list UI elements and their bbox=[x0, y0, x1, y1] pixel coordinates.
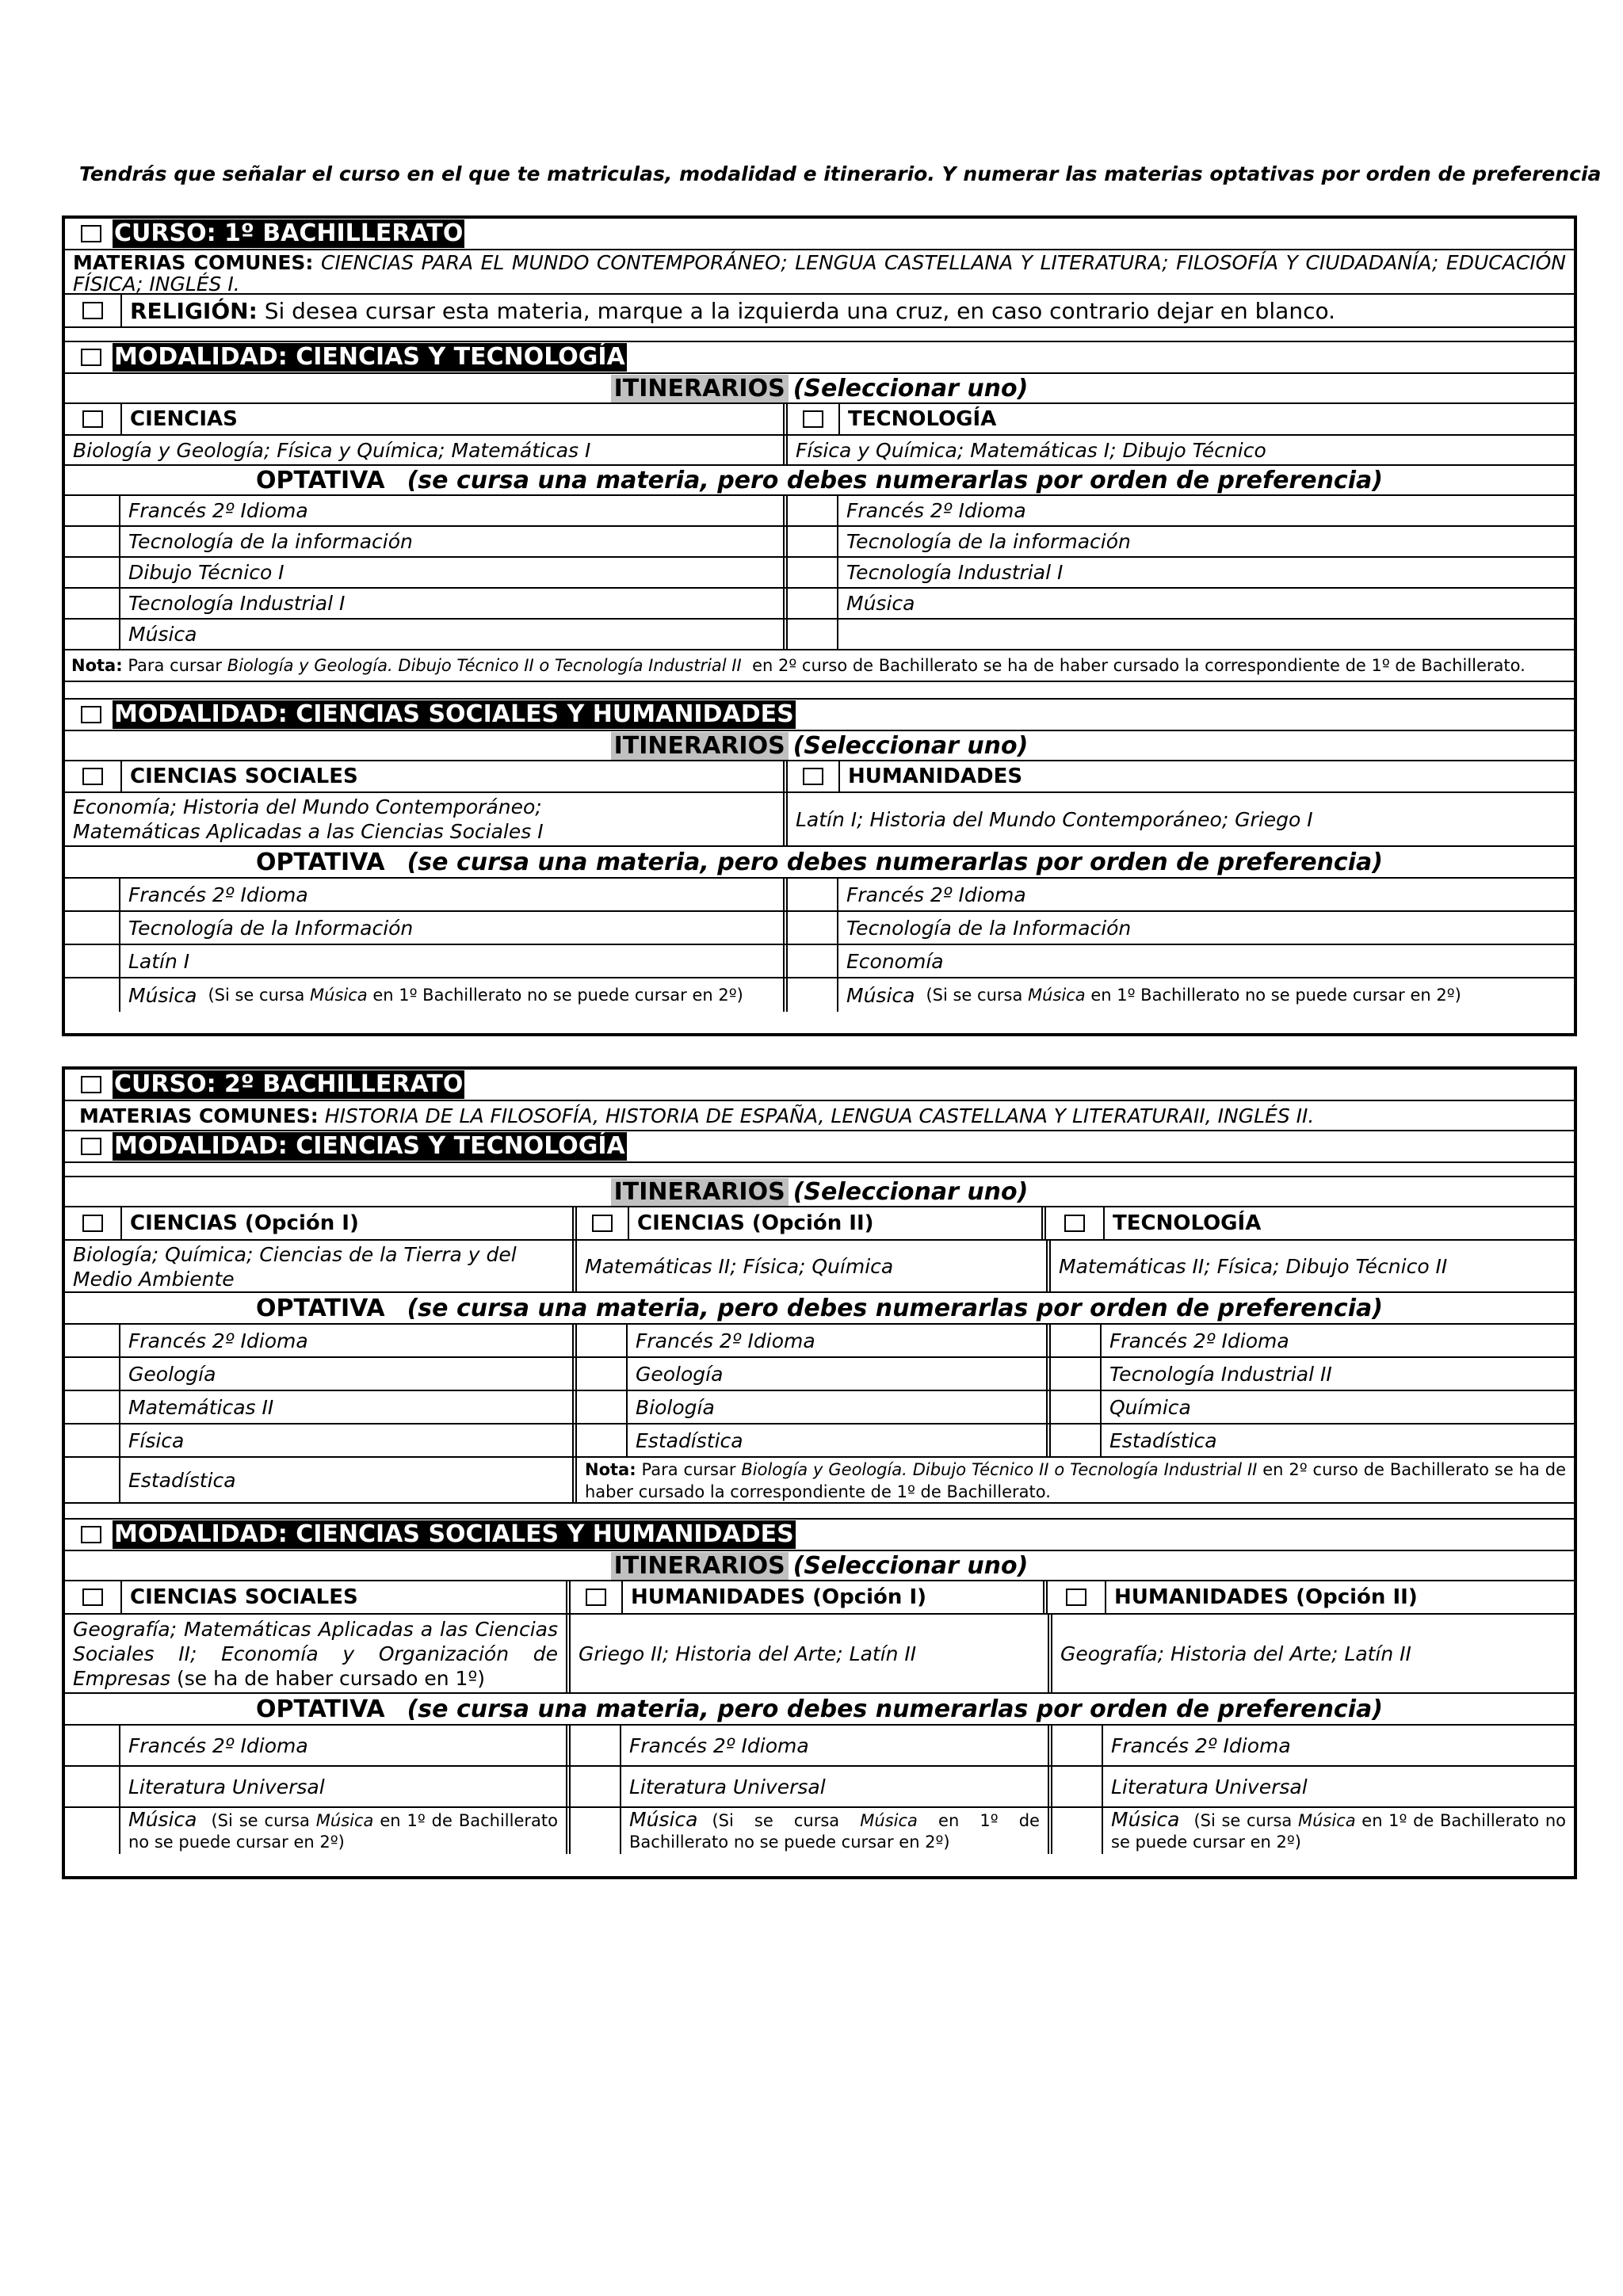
ciencias-checkbox[interactable] bbox=[82, 410, 103, 428]
itinerarios-select-note: (Seleccionar uno) bbox=[792, 374, 1029, 402]
preference-number-cell[interactable] bbox=[783, 978, 837, 1012]
optativa-option bbox=[119, 1425, 572, 1456]
humanidades-opcion1-subjects: Griego II; Historia del Arte; Latín II bbox=[566, 1615, 1048, 1692]
optativa-option bbox=[119, 1458, 572, 1502]
musica-note-b: Música bbox=[1297, 1811, 1356, 1830]
optativa-row bbox=[65, 912, 1574, 945]
optativa-option bbox=[626, 1425, 1046, 1456]
preference-number-cell[interactable] bbox=[65, 978, 119, 1012]
nota-label: Nota: bbox=[585, 1460, 636, 1479]
itinerarios-label: ITINERARIOS bbox=[611, 1552, 789, 1580]
itinerarios-select-note: (Seleccionar uno) bbox=[792, 1177, 1029, 1206]
c2-mod1-header-row bbox=[65, 1131, 1574, 1163]
preference-number-cell[interactable] bbox=[65, 1767, 119, 1806]
optativa-row bbox=[65, 1767, 1574, 1808]
preference-number-cell[interactable] bbox=[1046, 1391, 1100, 1423]
optativa-option-label: Latín I bbox=[128, 949, 190, 973]
optativa-option-label: Francés 2º Idioma bbox=[128, 1733, 308, 1757]
optativa-note: (se cursa una materia, pero debes numerarlas por orden de preferencia) bbox=[407, 848, 1383, 876]
ciencias-sociales-subjects-line1: Economía; Historia del Mundo Contemporáneo; bbox=[73, 795, 542, 818]
tecnologia2-checkbox[interactable] bbox=[1064, 1215, 1085, 1232]
optativa-row bbox=[65, 620, 1574, 650]
ciencias-opcion1-subjects-line1: Biología; Química; Ciencias de la Tierra y del bbox=[73, 1243, 517, 1266]
preference-number-cell[interactable] bbox=[65, 527, 119, 556]
optativa-option-label: Música bbox=[128, 1808, 197, 1831]
optativa-row bbox=[65, 1425, 1574, 1458]
preference-number-cell[interactable] bbox=[65, 945, 119, 977]
preference-number-cell[interactable] bbox=[566, 1808, 620, 1854]
itinerarios-select-note: (Seleccionar uno) bbox=[792, 731, 1029, 760]
optativa-option bbox=[119, 945, 783, 977]
optativa-row bbox=[65, 1325, 1574, 1358]
curso1-title: CURSO: 1º BACHILLERATO bbox=[114, 219, 464, 247]
optativa-option bbox=[1100, 1425, 1574, 1456]
optativa-option-label: Geología bbox=[636, 1362, 724, 1386]
itinerarios-label: ITINERARIOS bbox=[611, 1178, 789, 1206]
preference-number-cell[interactable] bbox=[65, 558, 119, 587]
optativa-option bbox=[620, 1726, 1048, 1765]
optativa-option bbox=[119, 1726, 566, 1765]
optativa-row bbox=[65, 1458, 1574, 1504]
optativa-row bbox=[65, 589, 1574, 620]
optativa-row bbox=[65, 1391, 1574, 1425]
preference-number-cell[interactable] bbox=[1046, 1425, 1100, 1456]
preference-number-cell[interactable] bbox=[783, 558, 837, 587]
optativa-option-label: Música bbox=[128, 623, 197, 646]
optativa-option bbox=[1102, 1726, 1574, 1765]
curso1-frame bbox=[62, 215, 1577, 1036]
optativa-option bbox=[620, 1808, 1048, 1854]
c2-nota-cell bbox=[572, 1458, 1574, 1502]
ciencias-sociales2-subjects: Geografía; Matemáticas Aplicadas a las Ciencias Sociales II; Economía y Organización de Empresas bbox=[73, 1618, 558, 1690]
optativa-option-label: Francés 2º Idioma bbox=[128, 1329, 308, 1352]
tecnologia-checkbox[interactable] bbox=[803, 410, 823, 428]
musica-note-b: Música bbox=[315, 1811, 374, 1830]
musica-note-c: en 1º de Bachillerato no se puede cursar en 2º) bbox=[629, 1811, 1040, 1852]
optativa-label: OPTATIVA bbox=[256, 1695, 385, 1723]
c2-mod2-subjects-row bbox=[65, 1615, 1574, 1694]
ciencias-sociales2-subjects-note: (se ha de haber cursado en 1º) bbox=[177, 1667, 485, 1690]
preference-number-cell[interactable] bbox=[783, 620, 837, 649]
preference-number-cell[interactable] bbox=[1048, 1726, 1102, 1765]
preference-number-cell[interactable] bbox=[65, 1358, 119, 1390]
optativa-option bbox=[119, 912, 783, 944]
optativa-option bbox=[837, 527, 1574, 556]
ciencias-subjects: Biología y Geología; Física y Química; Matemáticas I bbox=[73, 438, 591, 462]
optativa-note: (se cursa una materia, pero debes numerarlas por orden de preferencia) bbox=[407, 1695, 1383, 1723]
optativa-option-label: Francés 2º Idioma bbox=[636, 1329, 815, 1352]
optativa-option-label: Tecnología de la Información bbox=[846, 916, 1132, 940]
musica-note-a: (Si se cursa bbox=[211, 1811, 310, 1830]
optativa-option bbox=[1100, 1358, 1574, 1390]
optativa-option-label: Literatura Universal bbox=[629, 1775, 826, 1798]
optativa-option bbox=[837, 912, 1574, 944]
optativa-option-label: Francés 2º Idioma bbox=[846, 499, 1026, 522]
humanidades-opcion2-title: HUMANIDADES (Opción II) bbox=[1105, 1581, 1574, 1613]
preference-number-cell[interactable] bbox=[1048, 1808, 1102, 1854]
optativa-option-label: Francés 2º Idioma bbox=[1111, 1733, 1291, 1757]
spacer bbox=[65, 682, 1574, 700]
preference-number-cell[interactable] bbox=[783, 879, 837, 910]
optativa-option-label: Tecnología de la Información bbox=[128, 916, 414, 940]
ciencias-sociales2-checkbox[interactable] bbox=[82, 1589, 103, 1606]
ciencias-opcion1-checkbox[interactable] bbox=[82, 1215, 103, 1232]
optativa-option bbox=[119, 1808, 566, 1854]
optativa-option-label: Tecnología de la información bbox=[846, 530, 1131, 553]
optativa-row bbox=[65, 1358, 1574, 1391]
ciencias-opcion1-title: CIENCIAS (Opción I) bbox=[120, 1207, 572, 1239]
preference-number-cell[interactable] bbox=[572, 1325, 626, 1356]
preference-number-cell[interactable] bbox=[572, 1358, 626, 1390]
musica-note-a: (Si se cursa bbox=[926, 986, 1023, 1005]
c2-mod1-title: MODALIDAD: CIENCIAS Y TECNOLOGÍA bbox=[114, 1132, 625, 1160]
optativa-option bbox=[119, 1767, 566, 1806]
preference-number-cell[interactable] bbox=[1048, 1767, 1102, 1806]
c1-mod2-checkbox[interactable] bbox=[81, 706, 101, 723]
preference-number-cell[interactable] bbox=[65, 1458, 119, 1502]
c2-mod2-itin-row bbox=[65, 1551, 1574, 1581]
curso2-comunes-row bbox=[65, 1101, 1574, 1131]
curso2-header-row bbox=[65, 1070, 1574, 1101]
optativa-option-label: Economía bbox=[846, 949, 944, 973]
optativa-option bbox=[119, 879, 783, 910]
optativa-option-label: Francés 2º Idioma bbox=[128, 499, 308, 522]
optativa-option bbox=[119, 1358, 572, 1390]
nota-text-a: Para cursar bbox=[641, 1460, 736, 1479]
ciencias-title: CIENCIAS bbox=[120, 404, 783, 434]
optativa-row bbox=[65, 1808, 1574, 1854]
preference-number-cell[interactable] bbox=[65, 879, 119, 910]
optativa-option-label: Estadística bbox=[636, 1428, 743, 1452]
curso1-religion-row bbox=[65, 295, 1574, 328]
optativa-option bbox=[1102, 1808, 1574, 1854]
optativa-option-label: Francés 2º Idioma bbox=[846, 883, 1026, 906]
musica-note-a: (Si se cursa bbox=[208, 986, 305, 1005]
preference-number-cell[interactable] bbox=[572, 1425, 626, 1456]
humanidades-checkbox[interactable] bbox=[803, 768, 823, 785]
spacer bbox=[65, 1163, 1574, 1177]
optativa-option bbox=[837, 589, 1574, 618]
itinerarios-label: ITINERARIOS bbox=[611, 732, 789, 760]
optativa-option-label: Dibujo Técnico I bbox=[128, 561, 285, 584]
humanidades-subjects: Latín I; Historia del Mundo Contemporáneo; Griego I bbox=[783, 793, 1574, 845]
optativa-option bbox=[119, 978, 783, 1012]
optativa-option bbox=[837, 620, 1574, 649]
preference-number-cell[interactable] bbox=[65, 912, 119, 944]
optativa-option-label: Tecnología de la información bbox=[128, 530, 413, 553]
preference-number-cell[interactable] bbox=[65, 1425, 119, 1456]
optativa-option-label: Música bbox=[846, 983, 915, 1007]
preference-number-cell[interactable] bbox=[783, 589, 837, 618]
nota-text-c: en 2º curso de Bachillerato se ha de haber cursado la correspondiente de 1º de Bachillerato. bbox=[585, 1460, 1566, 1501]
optativa-row bbox=[65, 527, 1574, 558]
c2-mod1-itin-row bbox=[65, 1177, 1574, 1207]
musica-note-c: en 1º de Bachillerato no se puede cursar en 2º) bbox=[1111, 1811, 1566, 1852]
musica-note bbox=[926, 986, 1461, 1005]
preference-number-cell[interactable] bbox=[783, 496, 837, 525]
optativa-label: OPTATIVA bbox=[256, 848, 385, 876]
curso2-checkbox[interactable] bbox=[81, 1076, 101, 1093]
optativa-note: (se cursa una materia, pero debes numerarlas por orden de preferencia) bbox=[407, 1294, 1383, 1322]
optativa-option-label: Matemáticas II bbox=[128, 1395, 274, 1419]
preference-number-cell[interactable] bbox=[65, 589, 119, 618]
ciencias-opcion1-subjects-line2: Medio Ambiente bbox=[73, 1268, 235, 1291]
tecnologia-title: TECNOLOGÍA bbox=[838, 404, 1574, 434]
curso2-frame bbox=[62, 1066, 1577, 1879]
humanidades-opcion1-title: HUMANIDADES (Opción I) bbox=[621, 1581, 1043, 1613]
preference-number-cell[interactable] bbox=[783, 912, 837, 944]
musica-note-a: (Si se cursa bbox=[712, 1811, 840, 1830]
musica-note-c: en 1º Bachillerato no se puede cursar en 2º) bbox=[1090, 986, 1461, 1005]
c1-mod2-subjects-row bbox=[65, 793, 1574, 847]
humanidades-opcion2-subjects: Geografía; Historia del Arte; Latín II bbox=[1048, 1615, 1574, 1692]
religion-text: Si desea cursar esta materia, marque a la izquierda una cruz, en caso contrario dejar en blanco. bbox=[264, 297, 1336, 324]
c2-mod2-titles-row bbox=[65, 1581, 1574, 1615]
preference-number-cell[interactable] bbox=[783, 945, 837, 977]
optativa-row bbox=[65, 945, 1574, 978]
optativa-label: OPTATIVA bbox=[256, 466, 385, 494]
c1-mod2-titles-row bbox=[65, 761, 1574, 793]
curso2-title: CURSO: 2º BACHILLERATO bbox=[114, 1070, 464, 1098]
c1-mod1-subjects-row bbox=[65, 436, 1574, 466]
optativa-option-label: Francés 2º Idioma bbox=[128, 883, 308, 906]
optativa-option bbox=[119, 1325, 572, 1356]
optativa-row bbox=[65, 558, 1574, 589]
c2-mod1-checkbox[interactable] bbox=[81, 1138, 101, 1155]
optativa-option-label: Francés 2º Idioma bbox=[1109, 1329, 1289, 1352]
optativa-note: (se cursa una materia, pero debes numerarlas por orden de preferencia) bbox=[407, 466, 1383, 494]
musica-note bbox=[208, 986, 743, 1005]
curso1-comunes-label: MATERIAS COMUNES: bbox=[73, 251, 314, 274]
tecnologia-subjects: Física y Química; Matemáticas I; Dibujo Técnico bbox=[783, 436, 1574, 464]
ciencias-opcion2-subjects: Matemáticas II; Física; Química bbox=[572, 1241, 1046, 1291]
optativa-option bbox=[837, 496, 1574, 525]
optativa-row bbox=[65, 1726, 1574, 1767]
optativa-option bbox=[119, 620, 783, 649]
optativa-row bbox=[65, 879, 1574, 912]
c1-mod1-checkbox[interactable] bbox=[81, 349, 101, 366]
optativa-option bbox=[1102, 1767, 1574, 1806]
preference-number-cell[interactable] bbox=[783, 527, 837, 556]
humanidades-opcion2-checkbox[interactable] bbox=[1066, 1589, 1086, 1606]
ciencias-sociales-title: CIENCIAS SOCIALES bbox=[120, 761, 783, 791]
musica-note-b: Música bbox=[1028, 986, 1086, 1005]
optativa-row bbox=[65, 978, 1574, 1012]
optativa-option-label: Música bbox=[629, 1808, 698, 1831]
ciencias-sociales2-title: CIENCIAS SOCIALES bbox=[120, 1581, 566, 1613]
optativa-option-label: Geología bbox=[128, 1362, 216, 1386]
optativa-option bbox=[837, 978, 1574, 1012]
c1-mod2-title: MODALIDAD: CIENCIAS SOCIALES Y HUMANIDADES bbox=[114, 700, 794, 728]
preference-number-cell[interactable] bbox=[65, 1391, 119, 1423]
c2-mod2-checkbox[interactable] bbox=[81, 1526, 101, 1543]
ciencias-opcion2-title: CIENCIAS (Opción II) bbox=[628, 1207, 1041, 1239]
preference-number-cell[interactable] bbox=[65, 620, 119, 649]
optativa-option-label: Literatura Universal bbox=[128, 1775, 325, 1798]
c1-mod1-titles-row bbox=[65, 404, 1574, 436]
optativa-option-label: Francés 2º Idioma bbox=[629, 1733, 809, 1757]
curso2-comunes-text: HISTORIA DE LA FILOSOFÍA, HISTORIA DE ESPAÑA, LENGUA CASTELLANA Y LITERATURAII, INGLÉS II. bbox=[324, 1104, 1315, 1127]
spacer bbox=[65, 328, 1574, 342]
optativa-option bbox=[837, 945, 1574, 977]
optativa-option bbox=[1100, 1391, 1574, 1423]
curso1-header-row bbox=[65, 219, 1574, 250]
nota-text-b: Biología y Geología. Dibujo Técnico II o Tecnología Industrial II bbox=[741, 1460, 1258, 1479]
c1-mod1-header-row bbox=[65, 342, 1574, 374]
optativa-row bbox=[65, 496, 1574, 527]
c1-mod1-nota-row bbox=[65, 650, 1574, 682]
optativa-option-label: Estadística bbox=[128, 1468, 236, 1492]
c1-mod1-itin-row bbox=[65, 374, 1574, 404]
ciencias-sociales-subjects-line2: Matemáticas Aplicadas a las Ciencias Sociales I bbox=[73, 820, 544, 843]
ciencias-opcion2-checkbox[interactable] bbox=[592, 1215, 613, 1232]
optativa-option bbox=[837, 558, 1574, 587]
ciencias-sociales-checkbox[interactable] bbox=[82, 768, 103, 785]
c1-mod1-title: MODALIDAD: CIENCIAS Y TECNOLOGÍA bbox=[114, 343, 625, 371]
humanidades-opcion1-checkbox[interactable] bbox=[586, 1589, 606, 1606]
nota-text-b: Biología y Geología. Dibujo Técnico II o Tecnología Industrial II bbox=[227, 656, 742, 675]
curso2-comunes-label: MATERIAS COMUNES: bbox=[79, 1104, 319, 1127]
optativa-option bbox=[626, 1391, 1046, 1423]
preference-number-cell[interactable] bbox=[566, 1726, 620, 1765]
nota-text-c: en 2º curso de Bachillerato se ha de haber cursado la correspondiente de 1º de Bachillerato. bbox=[752, 656, 1526, 675]
optativa-option bbox=[119, 527, 783, 556]
optativa-label: OPTATIVA bbox=[256, 1294, 385, 1322]
musica-note-a: (Si se cursa bbox=[1193, 1811, 1293, 1830]
preference-number-cell[interactable] bbox=[65, 496, 119, 525]
c1-mod2-itin-row bbox=[65, 731, 1574, 761]
preference-number-cell[interactable] bbox=[566, 1767, 620, 1806]
c1-mod1-opt-row bbox=[65, 466, 1574, 496]
musica-note-b: Música bbox=[310, 986, 368, 1005]
curso1-comunes-text: CIENCIAS PARA EL MUNDO CONTEMPORÁNEO; LENGUA CASTELLANA Y LITERATURA; FILOSOFÍA Y CIUDADANÍA; EDUCACIÓN FÍSICA; INGLÉS I. bbox=[73, 251, 1567, 293]
optativa-option-label: Estadística bbox=[1109, 1428, 1217, 1452]
preference-number-cell[interactable] bbox=[572, 1391, 626, 1423]
c1-mod2-header-row bbox=[65, 700, 1574, 731]
optativa-option bbox=[119, 589, 783, 618]
optativa-option-label: Tecnología Industrial I bbox=[846, 561, 1064, 584]
c2-mod1-subjects-row bbox=[65, 1241, 1574, 1293]
optativa-option bbox=[119, 558, 783, 587]
optativa-option bbox=[837, 879, 1574, 910]
musica-note-b: Música bbox=[860, 1811, 918, 1830]
humanidades-title: HUMANIDADES bbox=[838, 761, 1574, 791]
optativa-option-label: Biología bbox=[636, 1395, 715, 1419]
c2-mod2-opt-row bbox=[65, 1694, 1574, 1726]
optativa-option-label: Química bbox=[1109, 1395, 1191, 1419]
musica-note-c: en 1º de Bachillerato no se puede cursar en 2º) bbox=[128, 1811, 558, 1852]
optativa-option bbox=[620, 1767, 1048, 1806]
spacer bbox=[65, 1504, 1574, 1520]
optativa-option-label: Tecnología Industrial I bbox=[128, 592, 346, 615]
itinerarios-select-note: (Seleccionar uno) bbox=[792, 1551, 1029, 1580]
instructions-text: Tendrás que señalar el curso en el que te matriculas, modalidad e itinerario. Y numerar las materias optativas por orden de preferencia bbox=[79, 162, 1602, 185]
nota-label: Nota: bbox=[71, 656, 123, 675]
optativa-option-label: Literatura Universal bbox=[1111, 1775, 1308, 1798]
preference-number-cell[interactable] bbox=[1046, 1325, 1100, 1356]
itinerarios-label: ITINERARIOS bbox=[611, 375, 789, 402]
tecnologia2-title: TECNOLOGÍA bbox=[1103, 1207, 1574, 1239]
preference-number-cell[interactable] bbox=[1046, 1358, 1100, 1390]
preference-number-cell[interactable] bbox=[65, 1325, 119, 1356]
c2-mod1-opt-row bbox=[65, 1293, 1574, 1325]
optativa-option bbox=[626, 1358, 1046, 1390]
religion-label: RELIGIÓN: bbox=[130, 297, 258, 324]
curso1-comunes-row bbox=[65, 250, 1574, 295]
optativa-option bbox=[1100, 1325, 1574, 1356]
curso1-checkbox[interactable] bbox=[81, 225, 101, 242]
optativa-option bbox=[626, 1325, 1046, 1356]
c2-mod2-title: MODALIDAD: CIENCIAS SOCIALES Y HUMANIDADES bbox=[114, 1520, 794, 1548]
optativa-option bbox=[119, 1391, 572, 1423]
nota-text-a: Para cursar bbox=[128, 656, 223, 675]
c2-mod2-header-row bbox=[65, 1520, 1574, 1551]
tecnologia2-subjects: Matemáticas II; Física; Dibujo Técnico II bbox=[1046, 1241, 1574, 1291]
c1-mod2-opt-row bbox=[65, 847, 1574, 879]
optativa-option-label: Música bbox=[846, 592, 915, 615]
musica-note-c: en 1º Bachillerato no se puede cursar en 2º) bbox=[372, 986, 743, 1005]
optativa-option-label: Música bbox=[128, 983, 197, 1007]
optativa-option-label: Física bbox=[128, 1428, 185, 1452]
optativa-option-label: Música bbox=[1111, 1808, 1180, 1831]
optativa-option-label: Tecnología Industrial II bbox=[1109, 1362, 1332, 1386]
religion-checkbox[interactable] bbox=[82, 302, 103, 319]
c2-mod1-titles-row bbox=[65, 1207, 1574, 1241]
preference-number-cell[interactable] bbox=[65, 1808, 119, 1854]
optativa-option bbox=[119, 496, 783, 525]
preference-number-cell[interactable] bbox=[65, 1726, 119, 1765]
